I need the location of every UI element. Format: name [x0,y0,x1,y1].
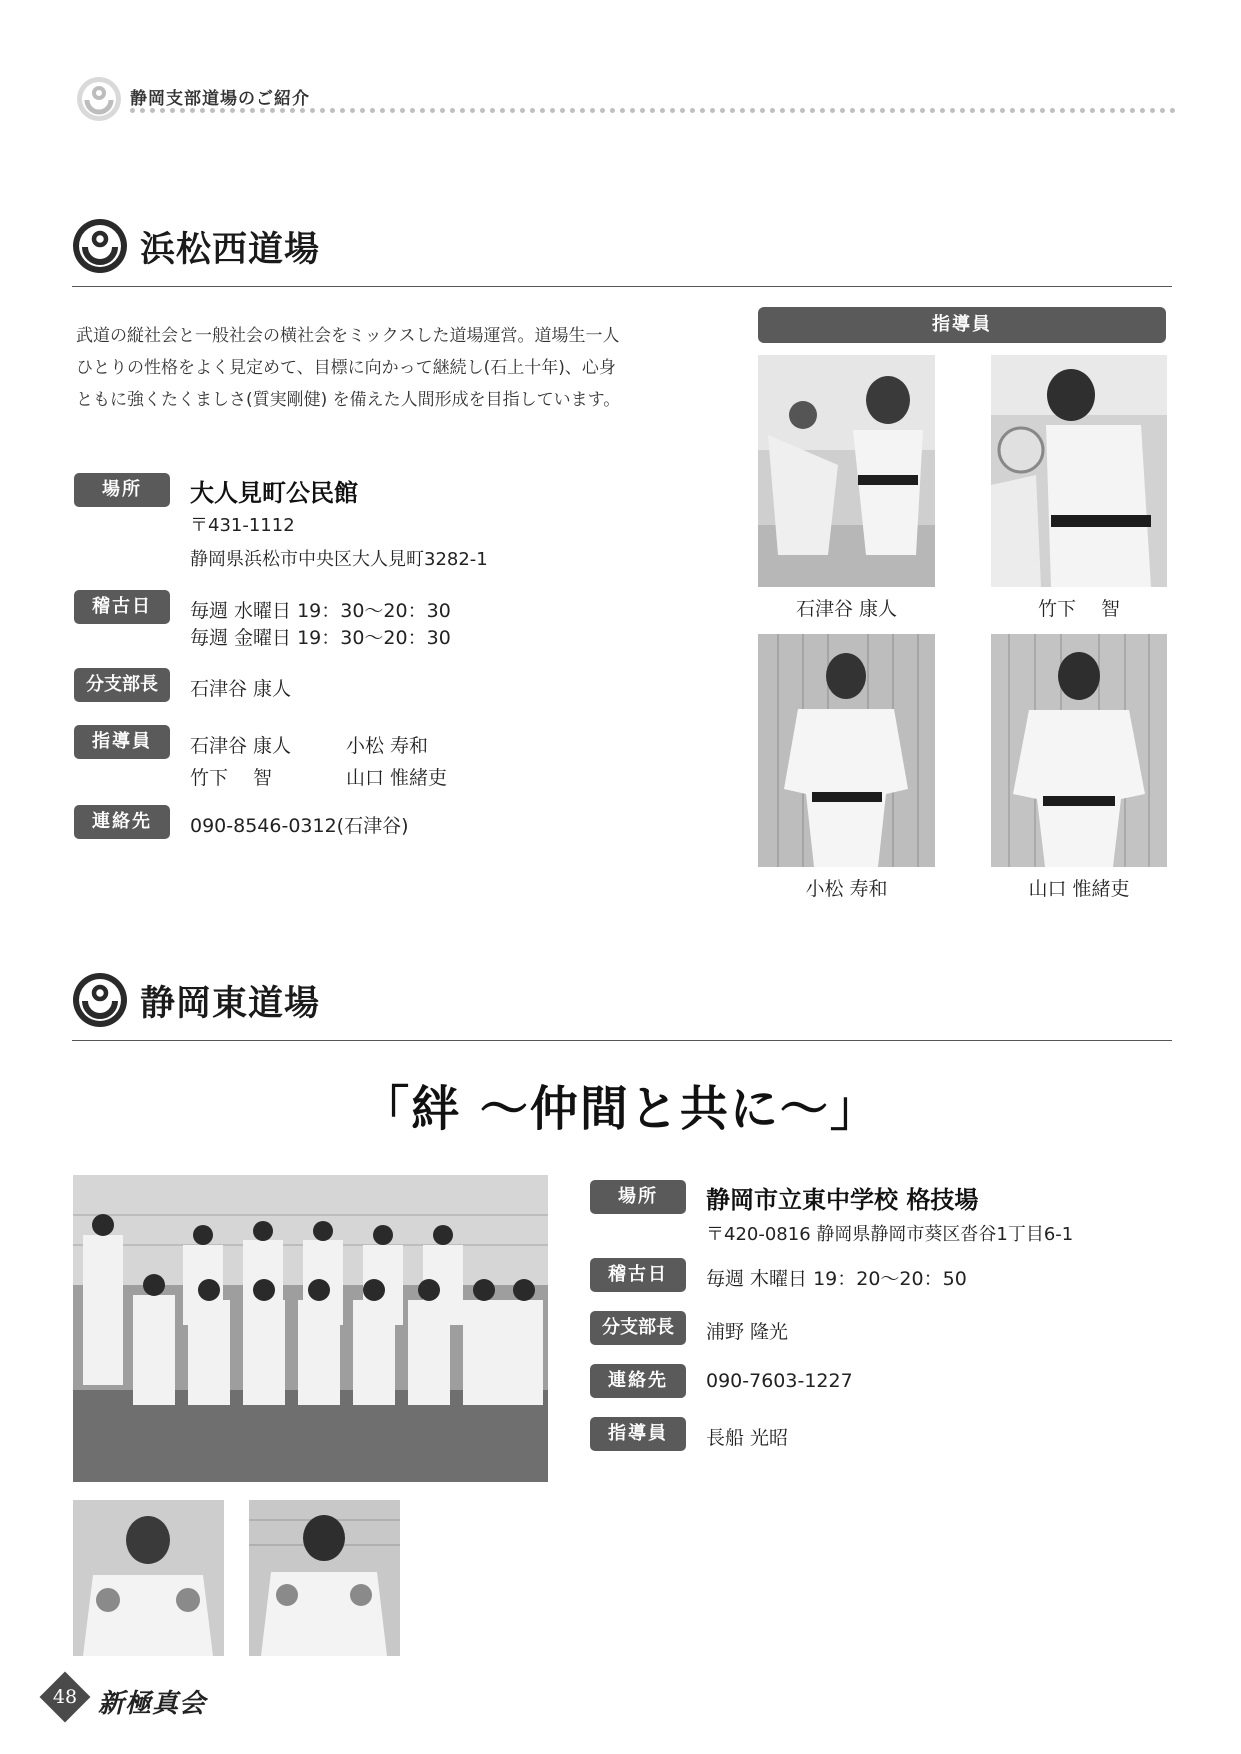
location-name: 大人見町公民館 [190,479,358,507]
section-rule [72,286,1172,287]
instructor-name: 石津谷 康人 [190,735,292,757]
contact-number: 090-8546-0312(石津谷) [190,815,409,837]
instructor-photo [758,355,935,587]
label-badge: 指導員 [590,1417,686,1451]
practice-line: 毎週 金曜日 19：30〜20：30 [190,627,451,649]
info-practice [74,590,714,650]
label-badge: 分支部長 [590,1311,686,1345]
contact-number: 090-7603-1227 [706,1370,853,1392]
dojo-logo-icon [76,76,122,122]
label-badge: 稽古日 [74,590,170,624]
address: 静岡県浜松市中央区大人見町3282-1 [190,549,488,570]
page-number: 48 [52,1686,78,1708]
page-header [76,76,1176,126]
instructor-caption: 小松 寿和 [805,878,888,900]
label-badge: 連絡先 [590,1364,686,1398]
page-number-badge [40,1672,90,1722]
location-name: 静岡市立東中学校 格技場 [706,1186,979,1214]
header-dotted-rule [130,108,1176,113]
instructor-name: 山口 惟緒吏 [346,767,448,789]
section-title: 静岡東道場 [140,983,321,1024]
label-badge: 分支部長 [74,668,170,702]
info-contact [590,1364,1150,1398]
instructor-caption: 竹下 智 [1037,598,1121,620]
label-badge: 指導員 [74,725,170,759]
instructor-name: 小松 寿和 [346,735,429,757]
info-branch-head [590,1311,1150,1345]
info-location [74,473,714,573]
info-instructors [74,725,714,789]
info-practice [590,1258,1150,1292]
instructor-panel-header: 指導員 [758,307,1166,343]
dojo-motto: 「絆 〜仲間と共に〜」 [361,1081,880,1137]
footer-brand: 新極真会 [98,1689,207,1719]
address: 〒420-0816 静岡県静岡市葵区沓谷1丁目6-1 [706,1224,1074,1245]
instructor-photo [249,1500,400,1656]
dojo-intro [76,320,706,416]
intro-line: ひとりの性格をよく見定めて、目標に向かって継続し(石上十年)、心身 [76,358,616,378]
instructor-photo [991,634,1167,867]
instructor-caption: 石津谷 康人 [795,598,898,620]
instructor-photo [758,634,935,867]
label-badge: 連絡先 [74,805,170,839]
instructor-photo [73,1500,224,1656]
intro-line: 武道の縦社会と一般社会の横社会をミックスした道場運営。道場生一人 [76,326,620,346]
instructor-caption: 山口 惟緒吏 [1028,878,1130,900]
intro-line: ともに強くたくましさ(質実剛健) を備えた人間形成を目指しています。 [76,390,621,410]
practice-line: 毎週 水曜日 19：30〜20：30 [190,600,451,622]
info-branch-head [74,668,714,702]
instructor-name: 長船 光昭 [706,1427,789,1449]
label-badge: 稽古日 [590,1258,686,1292]
info-contact [74,805,714,839]
label-badge: 場所 [590,1180,686,1214]
header-title: 静岡支部道場のご紹介 [130,89,310,109]
section-rule [72,1040,1172,1041]
group-photo [73,1175,548,1482]
label-badge: 場所 [74,473,170,507]
dojo-mark-icon [72,218,128,274]
instructor-name: 竹下 智 [190,767,273,789]
info-location [590,1180,1150,1250]
dojo-mark-icon [72,972,128,1028]
practice-line: 毎週 木曜日 19：20〜20：50 [706,1268,967,1290]
section-title: 浜松西道場 [140,229,321,270]
instructor-photo [991,355,1167,587]
branch-head-name: 浦野 隆光 [706,1321,789,1343]
info-instructors [590,1417,1150,1451]
postal-code: 〒431-1112 [190,515,295,536]
branch-head-name: 石津谷 康人 [190,678,292,700]
